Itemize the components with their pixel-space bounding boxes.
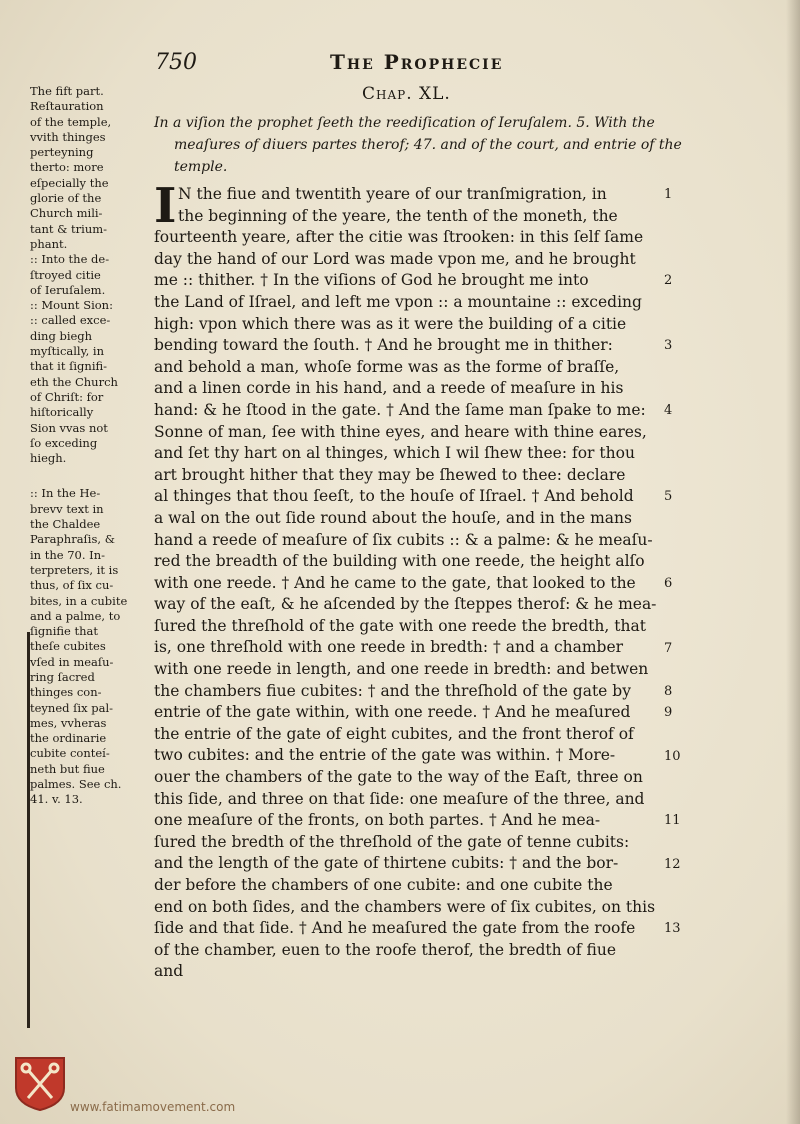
text-line: and the length of the gate of thirtene cubits: † and the bor- [154, 854, 619, 873]
summary-line: temple. [174, 159, 228, 175]
margin-note-line: that it ſignifi- [30, 359, 108, 374]
chapter-heading: Chap. XL. [362, 84, 451, 104]
text-line: ouer the chambers of the gate to the way of the Eaſt, three on [154, 768, 643, 787]
text-line: art brought hither that they may be ſhewed to thee: declare [154, 465, 626, 484]
margin-note-line: perteyning [30, 145, 94, 160]
text-line: ſured the threſhold of the gate with one reede the bredth, that [154, 616, 646, 635]
text-line: and behold a man, whoſe forme was as the forme of braſſe, [154, 357, 620, 376]
margin-note-line: hiſtorically [30, 405, 94, 420]
margin-note-line: :: In the He- [30, 486, 101, 501]
verse-number: 13 [664, 921, 681, 937]
text-line: the chambers fiue cubites: † and the threſhold of the gate by [154, 681, 631, 700]
watermark-url[interactable]: www.fatimamovement.com [70, 1100, 236, 1114]
text-line: and a linen corde in his hand, and a reede of meaſure in his [154, 379, 624, 398]
text-line: a wal on the out ſide round about the houſe, and in the mans [154, 508, 632, 527]
text-line: one meaſure of the fronts, on both partes. † And he mea- [154, 811, 601, 830]
text-line: way of the eaſt, & he aſcended by the ſteppes therof: & he mea- [154, 595, 657, 614]
margin-notes [30, 84, 148, 808]
summary-line: In a viſion the prophet ſeeth the reediſication of Ieruſalem. 5. With the [154, 115, 655, 131]
margin-note-line: :: Mount Sion: [30, 298, 113, 313]
text-line: ſide and that ſide. † And he meaſured the gate from the roofe [154, 919, 636, 938]
margin-note-line: of Chriſt: for [30, 389, 104, 404]
margin-note-line: ding biegh [30, 328, 93, 343]
margin-note-line: in the 70. In- [30, 547, 106, 562]
margin-note-line: mes, vvheras [30, 715, 107, 730]
margin-note-line: brevv text in [30, 501, 104, 516]
margin-note-line: ring ſacred [30, 669, 95, 684]
margin-note-line: eth the Church [30, 374, 118, 389]
verse-number: 2 [664, 273, 673, 289]
text-line: two cubites: and the entrie of the gate was within. † More- [154, 746, 616, 765]
body-text [154, 178, 664, 983]
margin-note-line: of Ieruſalem. [30, 282, 106, 297]
margin-note-line: eſpecially the [30, 175, 109, 190]
text-line: and [154, 962, 184, 981]
text-line: Sonne of man, ſee with thine eyes, and heare with thine eares, [154, 422, 647, 441]
text-line: red the breadth of the building with one reede, the height alſo [154, 552, 645, 571]
verse-number: 12 [664, 856, 681, 872]
margin-note-line: ſignifie that [30, 624, 99, 639]
margin-note-line: tant & trium- [30, 221, 108, 236]
margin-note-line: ſo exceding [30, 435, 98, 450]
verse-number: 9 [664, 705, 673, 721]
text-line: the beginning of the yeare, the tenth of the moneth, the [178, 206, 618, 225]
margin-note-line: terpreters, it is [30, 562, 119, 577]
margin-note-line: myſtically, in [30, 344, 104, 359]
papal-keys-logo-icon [12, 1054, 68, 1112]
text-line: hand a reede of meaſure of ſix cubits :: & a palme: & he meaſu- [154, 530, 653, 549]
margin-note-line: ſtroyed citie [30, 267, 101, 282]
text-line: der before the chambers of one cubite: and one cubite the [154, 876, 613, 894]
running-title: The Prophecie [330, 50, 504, 74]
margin-note-line: hiegh. [30, 451, 67, 466]
margin-note-line: vvith thinges [30, 129, 106, 144]
text-line: of the chamber, euen to the roofe therof, the bredth of fiue [154, 940, 617, 959]
verse-number: 8 [664, 683, 673, 699]
text-line: the entrie of the gate of eight cubites, and the front therof of [154, 724, 634, 743]
margin-note-line: of the temple, [30, 114, 112, 129]
margin-note-line: phant. [30, 236, 68, 251]
text-line: this ſide, and three on that ſide: one meaſure of the three, and [154, 789, 645, 808]
margin-note-line: cubite conteí- [30, 746, 110, 761]
margin-note-line: 41. v. 13. [30, 792, 83, 807]
margin-note-line: bites, in a cubite [30, 593, 128, 608]
verse-number: 10 [664, 748, 681, 764]
text-line: and ſet thy hart on al thinges, which I wil ſhew thee: for thou [154, 444, 635, 463]
text-line: N the fiue and twentith yeare of our tranſmigration, in [178, 185, 607, 203]
margin-note-line: The fift part. [30, 84, 104, 98]
text-line: fourteenth yeare, after the citie was ſtrooken: in this ſelf ſame [154, 228, 644, 247]
verse-number: 5 [664, 489, 673, 505]
text-line: me :: thither. † In the viſions of God he brought me into [154, 271, 589, 290]
margin-note-line: Paraphraſis, & [30, 532, 115, 547]
text-line: with one reede in length, and one reede in bredth: and betwen [154, 660, 649, 679]
margin-note-line: and a palme, to [30, 608, 121, 623]
margin-note [30, 84, 148, 466]
margin-note-line: Sion vvas not [30, 420, 108, 435]
margin-note-line: neth but fiue [30, 761, 105, 776]
text-line: high: vpon which there was as it were the building of a citie [154, 314, 627, 333]
margin-note-line: Church mili- [30, 206, 103, 221]
text-line: is, one threſhold with one reede in bredth: † and a chamber [154, 638, 624, 657]
margin-note [30, 486, 148, 807]
chapter-summary [154, 112, 700, 178]
page-number: 750 [155, 50, 197, 75]
margin-note-line: the Chaldee [30, 517, 101, 532]
text-line: the Land of Iſrael, and left me vpon :: a mountaine :: exceding [154, 292, 642, 311]
margin-note-line: teyned ſix pal- [30, 700, 114, 715]
margin-note-line: :: called exce- [30, 313, 111, 328]
verse-number: 11 [664, 813, 681, 829]
text-line: hand: & he ſtood in the gate. † And the ſame man ſpake to me: [154, 400, 646, 419]
page-edge-shadow [786, 0, 800, 1124]
verse-number: 3 [664, 338, 673, 354]
margin-note-line: Reſtauration [30, 99, 104, 114]
text-line: entrie of the gate within, with one reede. † And he meaſured [154, 703, 631, 722]
verse-number: 1 [664, 187, 673, 202]
margin-rule [27, 632, 30, 1028]
drop-cap: I [154, 178, 177, 234]
text-line: end on both ſides, and the chambers were of ſix cubites, on this [154, 897, 656, 916]
margin-note-line: palmes. See ch. [30, 777, 122, 792]
margin-note-line: :: Into the de- [30, 252, 110, 267]
margin-note-line: the ordinarie [30, 731, 107, 746]
text-line: day the hand of our Lord was made vpon me, and he brought [154, 249, 636, 268]
margin-note-line: theſe cubites [30, 639, 106, 654]
text-line: with one reede. † And he came to the gate, that looked to the [154, 573, 636, 592]
margin-note-line: glorie of the [30, 191, 102, 206]
summary-line: meaſures of diuers partes therof; 47. and of the court, and entrie of the [174, 137, 682, 153]
text-line: ſured the bredth of the threſhold of the gate of tenne cubits: [154, 832, 630, 851]
text-line: al thinges that thou ſeeſt, to the houſe of Iſrael. † And behold [154, 487, 634, 506]
verse-number: 7 [664, 640, 673, 656]
text-line: bending toward the ſouth. † And he brought me in thither: [154, 336, 613, 355]
margin-note-line: therto: more [30, 160, 104, 175]
margin-note-line: vſed in meaſu- [30, 654, 114, 669]
margin-note-line: thus, of ſix cu- [30, 578, 114, 593]
verse-number: 6 [664, 575, 673, 591]
margin-note-line: thinges con- [30, 685, 102, 700]
verse-number: 4 [664, 403, 673, 418]
